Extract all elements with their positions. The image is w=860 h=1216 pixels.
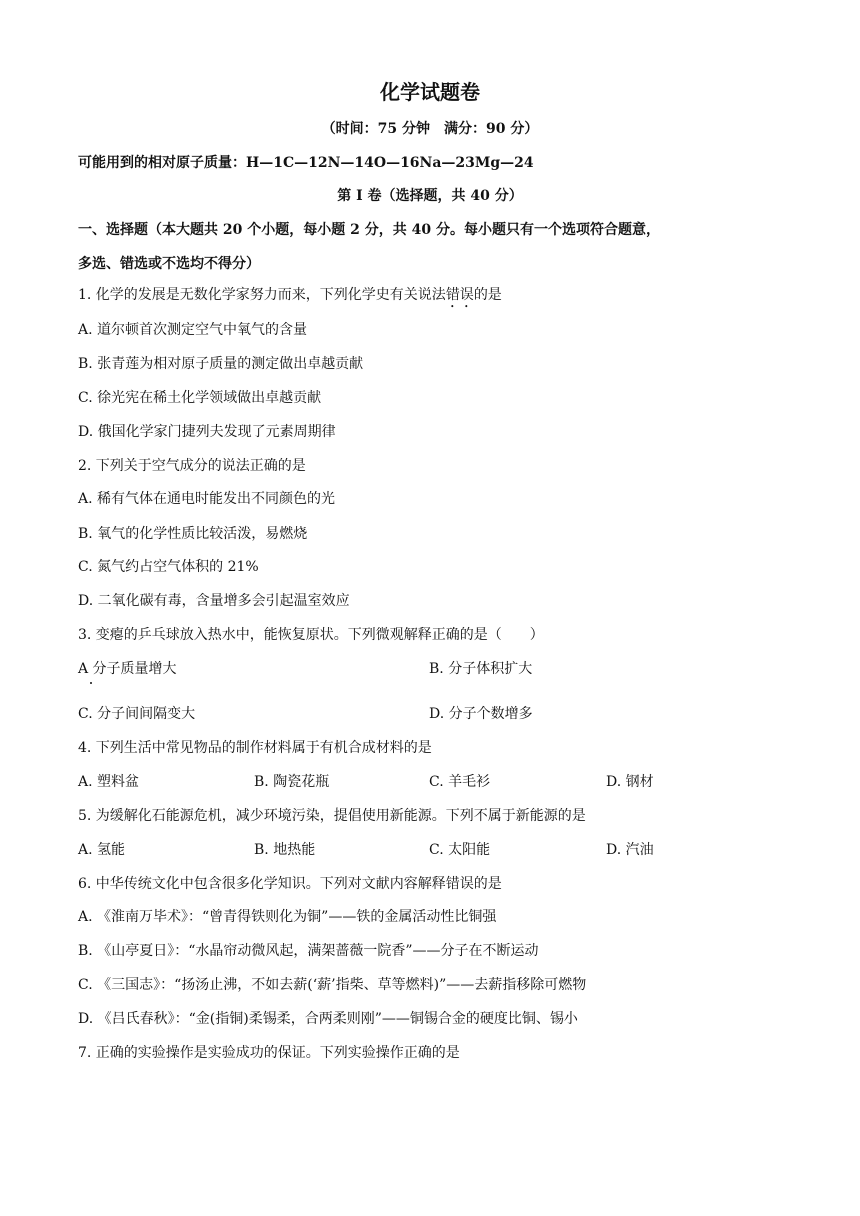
question-6-option-b: B. 《山亭夏日》：“水晶帘动微风起，满架蔷薇一院香”——分子在不断运动	[78, 943, 539, 959]
question-2-option-b: B. 氧气的化学性质比较活泼，易燃烧	[78, 526, 308, 542]
question-3-option-c: C. 分子间间隔变大	[78, 706, 196, 722]
stray-dot-mark	[90, 682, 92, 684]
question-2-stem: 2. 下列关于空气成分的说法正确的是	[78, 458, 306, 474]
question-5-option-d: D. 汽油	[606, 842, 654, 858]
question-3-option-d: D. 分子个数增多	[429, 706, 533, 722]
question-1-stem-post: 的是	[473, 287, 502, 303]
page-title: 化学试题卷	[380, 80, 480, 104]
instructions-line-2: 多选、错选或不选均不得分）	[78, 256, 260, 272]
question-6-option-a: A. 《淮南万毕术》：“曾青得铁则化为铜”——铁的金属活动性比铜强	[78, 909, 497, 925]
question-3-stem: 3. 变瘪的乒乓球放入热水中，能恢复原状。下列微观解释正确的是（ ）	[78, 627, 544, 643]
question-2-option-c: C. 氮气约占空气体积的 21%	[78, 559, 259, 575]
question-4-option-b: B. 陶瓷花瓶	[254, 774, 330, 790]
instructions-line-1: 一、选择题（本大题共 20 个小题，每小题 2 分，共 40 分。每小题只有一个选项符合题意，	[78, 222, 660, 238]
atomic-masses: 可能用到的相对原子质量：H—1C—12N—14O—16Na—23Mg—24	[78, 155, 534, 171]
question-6-stem: 6. 中华传统文化中包含很多化学知识。下列对文献内容解释错误的是	[78, 876, 502, 892]
question-1-stem	[78, 285, 502, 311]
question-1-option-a: A. 道尔顿首次测定空气中氧气的含量	[78, 322, 308, 338]
question-5-option-c: C. 太阳能	[429, 842, 491, 858]
question-5-option-b: B. 地热能	[254, 842, 316, 858]
question-5-stem: 5. 为缓解化石能源危机，减少环境污染，提倡使用新能源。下列不属于新能源的是	[78, 808, 586, 824]
question-4-stem: 4. 下列生活中常见物品的制作材料属于有机合成材料的是	[78, 740, 432, 756]
question-5-option-a: A. 氢能	[78, 842, 126, 858]
question-2-option-a: A. 稀有气体在通电时能发出不同颜色的光	[78, 491, 336, 507]
question-1-option-c: C. 徐光宪在稀土化学领域做出卓越贡献	[78, 390, 322, 406]
question-7-stem: 7. 正确的实验操作是实验成功的保证。下列实验操作正确的是	[78, 1045, 460, 1061]
question-1-stem-pre: 1. 化学的发展是无数化学家努力而来，下列化学史有关说法	[78, 287, 446, 303]
question-3-option-b: B. 分子体积扩大	[429, 661, 533, 677]
question-3-option-a: A 分子质量增大	[78, 661, 177, 677]
question-4-option-a: A. 塑料盆	[78, 774, 140, 790]
question-6-option-c: C. 《三国志》：“扬汤止沸，不如去薪(‘薪’指柴、草等燃料)”——去薪指移除可燃物	[78, 977, 587, 993]
question-2-option-d: D. 二氧化碳有毒，含量增多会引起温室效应	[78, 593, 350, 609]
question-4-option-c: C. 羊毛衫	[429, 774, 491, 790]
question-6-option-d: D. 《吕氏春秋》：“金(指铜)柔锡柔，合两柔则刚”——铜锡合金的硬度比铜、锡小	[78, 1011, 578, 1027]
exam-time-score: （时间：75 分钟 满分：90 分）	[321, 121, 539, 137]
question-4-option-d: D. 钢材	[606, 774, 654, 790]
question-1-option-d: D. 俄国化学家门捷列夫发现了元素周期律	[78, 424, 336, 440]
question-1-stem-emphasis: 错误	[445, 287, 474, 303]
section-title: 第 I 卷（选择题，共 40 分）	[337, 188, 523, 204]
question-1-option-b: B. 张青莲为相对原子质量的测定做出卓越贡献	[78, 356, 364, 372]
